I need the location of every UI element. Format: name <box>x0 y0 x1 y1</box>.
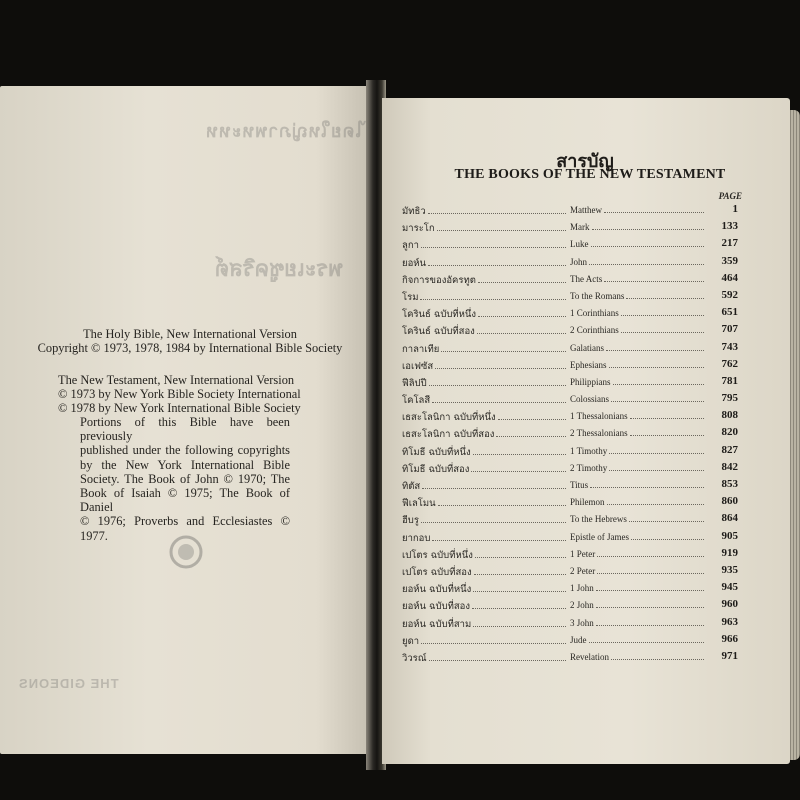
toc-page-number: 781 <box>721 374 738 387</box>
toc-english-label: 1 Thessalonians <box>570 411 628 422</box>
toc-english-name <box>570 463 704 477</box>
toc-row <box>402 477 750 494</box>
dot-leader <box>437 230 566 231</box>
dot-leader <box>630 435 704 436</box>
toc-english-name <box>570 635 704 649</box>
toc-thai-label: กาลาเทีย <box>402 343 440 355</box>
toc-english-name <box>570 652 704 666</box>
toc-thai-name <box>402 531 566 545</box>
toc-english-label: Revelation <box>570 651 609 662</box>
bleed-through-middle: พระเยซูคริสต์ <box>215 256 343 281</box>
toc-english-name <box>570 308 704 322</box>
toc-english-label: Titus <box>570 480 589 490</box>
toc-page-number: 707 <box>721 323 738 336</box>
toc-thai-label: กิจการของอัครทูต <box>402 274 476 286</box>
toc-english-label: 1 Corinthians <box>570 308 619 319</box>
toc-english-label: 2 John <box>570 600 594 611</box>
toc-english-label: 1 Timothy <box>570 445 608 456</box>
toc-thai-name <box>402 548 566 562</box>
dot-leader <box>478 282 566 283</box>
toc-row <box>402 580 750 597</box>
toc-thai-name <box>402 634 566 648</box>
toc-thai-label: ฟีลิปปี <box>402 377 427 389</box>
toc-english-name <box>570 291 704 305</box>
copyright-line: © 1978 by New York International Bible Society <box>58 401 301 416</box>
toc-thai-label: วิวรณ์ <box>402 652 427 664</box>
dot-leader <box>609 453 704 454</box>
toc-thai-name <box>402 290 566 304</box>
toc-page-number: 743 <box>721 340 738 353</box>
toc-page-number: 651 <box>721 306 738 319</box>
toc-english-label: Luke <box>570 239 589 250</box>
dot-leader <box>596 607 704 608</box>
toc-english-name <box>570 618 704 632</box>
toc-page-number: 795 <box>721 392 738 405</box>
copyright-line: The New Testament, New International Version <box>58 373 295 387</box>
toc-english-label: To the Romans <box>570 290 625 301</box>
bleed-through-bottom: THE GIDEONS <box>18 676 119 691</box>
toc-thai-name <box>402 479 566 493</box>
toc-english-name <box>570 205 704 219</box>
dot-leader <box>474 574 566 575</box>
dot-leader <box>592 229 705 230</box>
toc-thai-label: ฮีบรู <box>402 515 419 527</box>
toc-row <box>402 391 750 408</box>
toc-thai-name <box>402 221 566 235</box>
dot-leader <box>421 247 566 248</box>
toc-thai-label: มาระโก <box>402 223 435 235</box>
dot-leader <box>498 419 566 420</box>
copyright-line: Copyright © 1973, 1978, 1984 by International Bible Society <box>37 341 343 356</box>
toc-row <box>402 425 750 442</box>
dot-leader <box>596 625 704 626</box>
toc-english-label: Jude <box>570 634 587 645</box>
toc-page-number: 133 <box>721 220 738 233</box>
dot-leader <box>421 643 566 644</box>
dot-leader <box>607 504 704 505</box>
toc-page-number: 592 <box>721 288 738 301</box>
toc-english-label: Galatians <box>570 342 604 353</box>
toc-page-number: 945 <box>721 581 738 594</box>
toc-page-number: 905 <box>721 529 738 542</box>
dot-leader <box>471 471 566 472</box>
dot-leader <box>629 521 704 522</box>
toc-row <box>402 649 750 666</box>
toc-thai-label: ลูกา <box>402 240 419 252</box>
dot-leader <box>429 385 566 386</box>
dot-leader <box>475 557 566 558</box>
toc-page-number: 963 <box>721 615 738 628</box>
toc-thai-name <box>402 393 566 407</box>
dot-leader <box>621 332 704 333</box>
toc-english-name <box>570 497 704 511</box>
toc-english-name <box>570 566 704 580</box>
toc-english-label: 1 Peter <box>570 548 596 559</box>
dot-leader <box>478 316 566 317</box>
dot-leader <box>429 660 566 661</box>
toc-row <box>402 511 750 528</box>
toc-thai-name <box>402 427 566 441</box>
toc-thai-name <box>402 342 566 356</box>
copyright-portions <box>80 415 290 543</box>
toc-page-number: 762 <box>721 357 738 370</box>
toc-thai-label: ยากอบ <box>402 532 431 544</box>
copyright-line: © 1976; Proverbs and Ecclesiastes © 1977. <box>80 514 290 543</box>
dot-leader <box>590 487 704 488</box>
copyright-line: Society. The Book of John © 1970; The <box>80 471 290 486</box>
toc-row <box>402 632 750 649</box>
toc-english-name <box>570 514 704 528</box>
toc-thai-name <box>402 513 566 527</box>
dot-leader <box>621 315 704 316</box>
toc-row <box>402 597 750 614</box>
toc-english-name <box>570 428 704 442</box>
toc-row <box>402 322 750 339</box>
dot-leader <box>589 264 704 265</box>
copyright-line: The Holy Bible, New International Version <box>83 327 297 341</box>
toc-english-label: John <box>570 256 588 267</box>
dot-leader <box>421 522 566 523</box>
toc-page-number: 864 <box>721 512 738 525</box>
toc-thai-name <box>402 582 566 596</box>
dot-leader <box>432 402 566 403</box>
dot-leader <box>604 281 704 282</box>
dot-leader <box>609 367 705 368</box>
toc-english-label: Ephesians <box>570 359 607 370</box>
toc-english-name <box>570 257 704 271</box>
toc-english-name <box>570 583 704 597</box>
toc-page-number: 935 <box>721 563 738 576</box>
toc-thai-name <box>402 376 566 390</box>
dot-leader <box>473 591 566 592</box>
copyright-new-testament <box>58 373 348 416</box>
toc-page-number: 1 <box>732 203 738 215</box>
dot-leader <box>428 213 566 214</box>
toc-english-label: 1 John <box>570 583 594 594</box>
dot-leader <box>438 505 566 506</box>
dot-leader <box>597 573 704 574</box>
toc-thai-label: เปโตร ฉบับที่สอง <box>402 566 472 578</box>
toc-thai-label: มัทธิว <box>402 206 426 217</box>
toc-thai-label: โครินธ์ ฉบับที่หนึ่ง <box>402 309 477 321</box>
dot-leader <box>591 246 705 247</box>
dot-leader <box>496 436 566 437</box>
toc-thai-name <box>402 273 566 287</box>
table-of-contents <box>402 202 750 666</box>
toc-english-name <box>570 600 704 614</box>
toc-thai-label: ยอห์น ฉบับที่สอง <box>402 601 470 613</box>
copyright-line: by the New York International Bible <box>80 457 290 472</box>
toc-english-name <box>570 325 704 339</box>
toc-page-number: 971 <box>721 649 738 662</box>
toc-thai-name <box>402 651 566 665</box>
dot-leader <box>609 470 704 471</box>
toc-row <box>402 374 750 391</box>
toc-english-name <box>570 549 704 563</box>
toc-thai-label: ทิโมธี ฉบับที่สอง <box>402 463 470 475</box>
toc-page-number: 359 <box>721 254 738 267</box>
toc-page-number: 966 <box>721 632 738 645</box>
bleed-through-top: ไดยใหญ่ภาพหะหห <box>205 121 365 141</box>
toc-thai-name <box>402 307 566 321</box>
toc-thai-name <box>402 238 566 252</box>
toc-page-number: 842 <box>721 460 738 473</box>
toc-page-number: 820 <box>721 426 738 439</box>
dot-leader <box>472 608 566 609</box>
contents-title: THE BOOKS OF THE NEW TESTAMENT <box>454 167 726 182</box>
toc-thai-label: เอเฟซัส <box>402 360 434 372</box>
toc-thai-name <box>402 256 566 270</box>
toc-thai-label: โครินธ์ ฉบับที่สอง <box>402 326 475 338</box>
toc-row <box>402 615 750 632</box>
dot-leader <box>611 659 704 660</box>
toc-thai-label: ยอห์น ฉบับที่หนึ่ง <box>402 584 472 596</box>
toc-english-name <box>570 360 704 374</box>
toc-english-label: Mark <box>570 222 590 233</box>
toc-english-label: Colossians <box>570 394 610 405</box>
toc-english-name <box>570 343 704 357</box>
toc-row <box>402 563 750 580</box>
dot-leader <box>473 454 566 455</box>
toc-page-number: 827 <box>721 443 738 456</box>
toc-thai-label: เธสะโลนิกา ฉบับที่หนึ่ง <box>402 412 496 424</box>
dot-leader <box>441 351 566 352</box>
toc-english-name <box>570 411 704 425</box>
toc-thai-name <box>402 445 566 459</box>
toc-english-label: Philemon <box>570 497 605 508</box>
toc-thai-label: เปโตร ฉบับที่หนึ่ง <box>402 549 473 561</box>
toc-thai-name <box>402 617 566 631</box>
dot-leader <box>613 384 704 385</box>
dot-leader <box>626 298 704 299</box>
dot-leader <box>435 368 566 369</box>
toc-thai-name <box>402 204 566 218</box>
toc-english-label: Philippians <box>570 376 611 387</box>
toc-thai-label: ยอห์น <box>402 257 427 269</box>
toc-row <box>402 460 750 477</box>
toc-row <box>402 357 750 374</box>
toc-thai-name <box>402 410 566 424</box>
toc-english-name <box>570 394 704 408</box>
dot-leader <box>420 299 566 300</box>
toc-row <box>402 305 750 322</box>
toc-english-label: 2 Corinthians <box>570 325 619 336</box>
copyright-line: Portions of this Bible have been previously <box>80 415 290 444</box>
toc-row <box>402 546 750 563</box>
toc-thai-name <box>402 462 566 476</box>
toc-row <box>402 494 750 511</box>
toc-page-number: 860 <box>721 495 738 508</box>
toc-english-name <box>570 446 704 460</box>
toc-english-name <box>570 377 704 391</box>
toc-row <box>402 529 750 546</box>
toc-thai-label: โคโลสี <box>402 395 431 407</box>
toc-page-number: 217 <box>721 237 738 250</box>
dot-leader <box>630 418 704 419</box>
dot-leader <box>473 626 566 627</box>
dot-leader <box>422 488 566 489</box>
dot-leader <box>428 265 566 266</box>
toc-english-label: 2 Peter <box>570 565 596 576</box>
dot-leader <box>596 590 704 591</box>
copyright-line: Book of Isaiah © 1975; The Book of Daniel <box>80 486 290 515</box>
dot-leader <box>589 642 705 643</box>
toc-english-label: Epistle of James <box>570 531 629 542</box>
toc-thai-name <box>402 324 566 338</box>
toc-row <box>402 254 750 271</box>
toc-english-label: 3 John <box>570 617 594 628</box>
copyright-niv <box>30 327 350 355</box>
toc-thai-name <box>402 359 566 373</box>
toc-english-label: 2 Thessalonians <box>570 428 628 439</box>
toc-row <box>402 236 750 253</box>
copyright-line: published under the following copyrights <box>80 443 290 458</box>
toc-row <box>402 219 750 236</box>
toc-english-name <box>570 480 704 494</box>
copyright-line: © 1973 by New York Bible Society International <box>58 387 301 402</box>
dot-leader <box>606 350 704 351</box>
toc-thai-label: ยอห์น ฉบับที่สาม <box>402 618 472 630</box>
toc-english-label: 2 Timothy <box>570 462 608 473</box>
toc-english-label: The Acts <box>570 273 603 284</box>
page-column-header: PAGE <box>718 191 742 201</box>
toc-english-name <box>570 274 704 288</box>
toc-english-label: To the Hebrews <box>570 514 627 525</box>
toc-thai-label: เธสะโลนิกา ฉบับที่สอง <box>402 429 495 441</box>
dot-leader <box>432 540 566 541</box>
toc-english-label: Matthew <box>570 205 602 215</box>
toc-page-number: 808 <box>721 409 738 422</box>
toc-thai-name <box>402 599 566 613</box>
toc-row <box>402 202 750 219</box>
dot-leader <box>604 212 704 213</box>
dot-leader <box>611 401 704 402</box>
toc-english-name <box>570 239 704 253</box>
toc-english-name <box>570 532 704 546</box>
dot-leader <box>477 333 566 334</box>
toc-row <box>402 340 750 357</box>
toc-row <box>402 443 750 460</box>
toc-page-number: 960 <box>721 598 738 611</box>
toc-thai-label: โรม <box>402 291 419 303</box>
toc-thai-name <box>402 565 566 579</box>
toc-thai-label: ยูดา <box>402 635 420 647</box>
toc-thai-name <box>402 496 566 510</box>
toc-row <box>402 288 750 305</box>
contents-title-thai: สารบัญ <box>556 151 614 172</box>
toc-row <box>402 271 750 288</box>
toc-english-name <box>570 222 704 236</box>
toc-thai-label: ทิโมธี ฉบับที่หนึ่ง <box>402 446 471 458</box>
dot-leader <box>597 556 704 557</box>
toc-thai-label: ฟีเลโมน <box>402 498 436 510</box>
toc-row <box>402 408 750 425</box>
toc-thai-label: ทิตัส <box>402 481 421 492</box>
toc-page-number: 853 <box>721 478 738 490</box>
toc-page-number: 919 <box>721 546 738 559</box>
dot-leader <box>631 539 704 540</box>
toc-page-number: 464 <box>721 271 738 284</box>
